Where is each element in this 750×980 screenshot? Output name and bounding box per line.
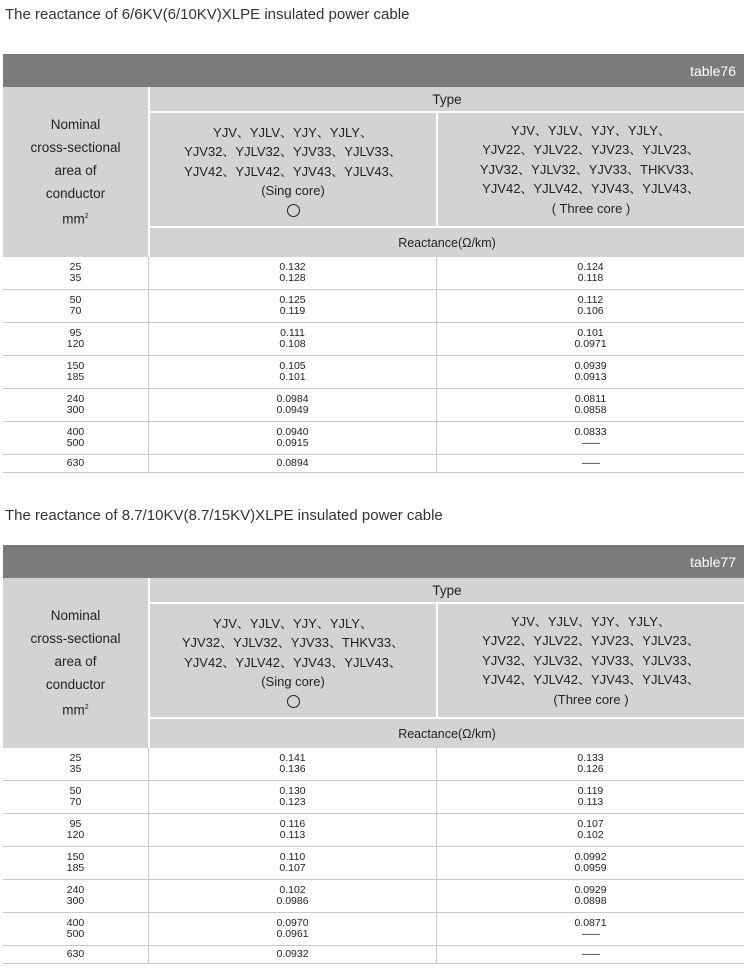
table-row — [3, 257, 744, 290]
single-core-cell — [149, 290, 437, 322]
nominal-line: cross-sectional — [30, 140, 121, 156]
size-cell — [3, 455, 149, 472]
size-value: 150 — [66, 359, 85, 372]
reactance-value: 0.0858 — [574, 404, 607, 416]
single-core-cell — [149, 814, 437, 846]
single-core-cell — [149, 455, 437, 472]
reactance-value: 0.108 — [279, 338, 306, 350]
size-cell — [3, 323, 149, 355]
size-value: 35 — [69, 763, 82, 775]
size-value: 120 — [66, 829, 85, 841]
table-row — [3, 748, 744, 781]
reactance-value: --------- — [581, 438, 600, 448]
reactance-value: 0.0961 — [276, 928, 309, 940]
size-value: 150 — [66, 850, 85, 863]
table-header — [3, 87, 744, 257]
nominal-line: cross-sectional — [30, 631, 121, 647]
reactance-value: 0.133 — [577, 751, 604, 764]
single-core-cell — [149, 356, 437, 388]
three-core-cell — [437, 356, 744, 388]
reactance-value: 0.0984 — [276, 392, 309, 405]
model-line: YJV42、YJLV42、YJV43、YJLV43、 — [482, 181, 700, 197]
reactance-value: --------- — [581, 457, 600, 468]
nominal-line: conductor — [45, 677, 106, 693]
reactance-value: 0.112 — [577, 293, 604, 306]
reactance-value: 0.0833 — [574, 425, 607, 438]
unit-superscript: 2 — [84, 704, 89, 712]
type-header: Type — [432, 582, 462, 598]
model-line: YJV22、YJLV22、YJV23、YJLV23、 — [482, 633, 700, 649]
size-cell — [3, 748, 149, 780]
unit-superscript: 2 — [84, 213, 89, 221]
size-cell — [3, 847, 149, 879]
size-value: 95 — [69, 817, 82, 830]
size-value: 400 — [66, 916, 85, 929]
nominal-line: Nominal — [50, 117, 101, 133]
reactance-value: 0.0992 — [574, 850, 607, 863]
reactance-value: 0.101 — [577, 326, 604, 339]
table-row — [3, 422, 744, 455]
three-core-models — [438, 113, 744, 226]
table-row — [3, 455, 744, 473]
table-row — [3, 389, 744, 422]
three-core-cell — [437, 422, 744, 454]
single-core-cell — [149, 880, 437, 912]
size-value: 240 — [66, 883, 85, 896]
single-core-cell — [149, 781, 437, 813]
size-cell — [3, 389, 149, 421]
reactance-value: 0.119 — [577, 784, 604, 797]
reactance-value: --------- — [581, 929, 600, 939]
reactance-value: 0.0894 — [276, 456, 309, 469]
size-cell — [3, 880, 149, 912]
reactance-value: 0.0871 — [574, 916, 607, 929]
reactance-value: 0.106 — [577, 305, 604, 317]
single-core-cell — [149, 946, 437, 963]
size-cell — [3, 257, 149, 289]
model-line: (Sing core) — [261, 183, 325, 198]
table-body — [3, 257, 744, 473]
reactance-value: 0.0949 — [276, 404, 309, 416]
reactance-value: 0.0939 — [574, 359, 607, 372]
model-line: YJV32、YJLV32、YJV33、THKV33、 — [181, 635, 405, 650]
three-core-cell — [437, 880, 744, 912]
reactance-value: 0.111 — [280, 326, 305, 339]
reactance-value: 0.0986 — [276, 895, 309, 907]
table-row — [3, 356, 744, 389]
size-cell — [3, 913, 149, 945]
three-core-cell — [437, 290, 744, 322]
model-line: YJV32、YJLV32、YJV33、THKV33、 — [479, 161, 703, 177]
table76-caption: The reactance of 6/6KV(6/10KV)XLPE insulated power cable — [5, 6, 410, 23]
size-value: 500 — [66, 928, 85, 940]
model-line: YJV、YJLV、YJY、YJLY、 — [511, 122, 671, 138]
nominal-line: area of — [54, 163, 97, 179]
size-value: 70 — [69, 796, 82, 808]
size-value: 25 — [69, 260, 82, 273]
nominal-line: Nominal — [50, 608, 101, 624]
model-line: ( Three core ) — [551, 200, 631, 216]
single-core-cell — [149, 422, 437, 454]
size-value: 50 — [69, 293, 82, 306]
size-value: 50 — [69, 784, 82, 797]
reactance-value: 0.132 — [279, 260, 306, 273]
size-value: 185 — [66, 862, 85, 874]
nominal-line: conductor — [45, 186, 106, 202]
reactance-value: 0.126 — [577, 763, 604, 775]
table-row — [3, 814, 744, 847]
model-line: YJV、YJLV、YJY、YJLY、 — [511, 613, 671, 629]
reactance-value: 0.0940 — [276, 425, 309, 438]
size-cell — [3, 814, 149, 846]
reactance-value: 0.113 — [279, 829, 306, 841]
size-value: 630 — [66, 947, 85, 960]
reactance-value: 0.0929 — [574, 883, 607, 896]
size-cell — [3, 356, 149, 388]
model-line: YJV42、YJLV42、YJV43、YJLV43、 — [184, 163, 402, 179]
nominal-line: $mm^2$ — [62, 702, 89, 718]
single-core-cell — [149, 847, 437, 879]
single-core-cell — [149, 389, 437, 421]
table76 — [3, 54, 744, 473]
single-core-cell — [149, 323, 437, 355]
reactance-value: 0.119 — [279, 305, 306, 317]
reactance-value: 0.101 — [279, 371, 306, 383]
size-value: 35 — [69, 272, 82, 284]
size-value: 300 — [66, 895, 85, 907]
table-tag-bar — [3, 54, 744, 87]
reactance-value: 0.0959 — [574, 862, 607, 874]
size-value: 70 — [69, 305, 82, 317]
table-row — [3, 847, 744, 880]
model-line: YJV32、YJLV32、YJV33、YJLV33、 — [184, 144, 402, 159]
table-header — [3, 578, 744, 748]
single-core-models — [150, 113, 436, 226]
size-value: 25 — [69, 751, 82, 764]
reactance-value: 0.118 — [577, 272, 604, 284]
table-row — [3, 946, 744, 964]
three-core-cell — [437, 913, 744, 945]
size-value: 300 — [66, 404, 85, 416]
type-header: Type — [432, 91, 462, 107]
three-core-models — [438, 604, 744, 717]
three-core-cell — [437, 781, 744, 813]
three-core-cell — [437, 455, 744, 472]
table77 — [3, 545, 744, 964]
size-value: 400 — [66, 425, 85, 438]
three-core-cell — [437, 389, 744, 421]
reactance-unit-header: Reactance(Ω/km) — [398, 235, 496, 250]
table-tag: table77 — [690, 553, 736, 570]
reactance-value: 0.124 — [577, 260, 604, 273]
reactance-value: 0.110 — [279, 850, 306, 863]
circle-icon — [287, 695, 300, 708]
size-value: 630 — [66, 456, 85, 469]
reactance-unit-header: Reactance(Ω/km) — [398, 726, 496, 741]
reactance-value: 0.116 — [279, 817, 306, 830]
model-line: YJV32、YJLV32、YJV33、YJLV33、 — [482, 652, 700, 668]
reactance-value: 0.107 — [279, 862, 306, 874]
model-line: (Three core ) — [553, 691, 629, 707]
model-line: YJV、YJLV、YJY、YJLY、 — [213, 615, 373, 631]
reactance-value: --------- — [581, 948, 600, 959]
size-cell — [3, 946, 149, 963]
single-core-cell — [149, 257, 437, 289]
table-row — [3, 913, 744, 946]
size-value: 120 — [66, 338, 85, 350]
three-core-cell — [437, 748, 744, 780]
single-core-cell — [149, 748, 437, 780]
model-line: YJV22、YJLV22、YJV23、YJLV23、 — [482, 142, 700, 158]
model-line: (Sing core) — [261, 674, 325, 689]
three-core-cell — [437, 323, 744, 355]
reactance-value: 0.136 — [279, 763, 306, 775]
circle-icon — [287, 204, 300, 217]
reactance-value: 0.102 — [279, 883, 306, 896]
model-line: YJV、YJLV、YJY、YJLY、 — [213, 124, 373, 140]
table-row — [3, 323, 744, 356]
single-core-models — [150, 604, 436, 717]
reactance-value: 0.123 — [279, 796, 306, 808]
three-core-cell — [437, 257, 744, 289]
model-line: YJV42、YJLV42、YJV43、YJLV43、 — [184, 654, 402, 670]
table-tag-bar — [3, 545, 744, 578]
nominal-line: $mm^2$ — [62, 211, 89, 227]
size-cell — [3, 290, 149, 322]
reactance-value: 0.141 — [279, 751, 306, 764]
reactance-value: 0.130 — [279, 784, 306, 797]
three-core-cell — [437, 814, 744, 846]
size-value: 240 — [66, 392, 85, 405]
reactance-value: 0.125 — [279, 293, 306, 306]
table-body — [3, 748, 744, 964]
model-line: YJV42、YJLV42、YJV43、YJLV43、 — [482, 672, 700, 688]
nominal-area-header — [3, 578, 148, 748]
reactance-value: 0.105 — [279, 359, 306, 372]
reactance-value: 0.0913 — [574, 371, 607, 383]
table77-caption: The reactance of 8.7/10KV(8.7/15KV)XLPE insulated power cable — [5, 507, 443, 524]
reactance-value: 0.0898 — [574, 895, 607, 907]
reactance-value: 0.102 — [577, 829, 604, 841]
single-core-cell — [149, 913, 437, 945]
table-row — [3, 781, 744, 814]
reactance-value: 0.0970 — [276, 916, 309, 929]
size-cell — [3, 422, 149, 454]
table-row — [3, 290, 744, 323]
reactance-value: 0.0932 — [276, 947, 309, 960]
reactance-value: 0.0971 — [574, 338, 607, 350]
size-value: 95 — [69, 326, 82, 339]
reactance-value: 0.128 — [279, 272, 306, 284]
three-core-cell — [437, 847, 744, 879]
size-value: 185 — [66, 371, 85, 383]
nominal-area-header — [3, 87, 148, 257]
size-cell — [3, 781, 149, 813]
three-core-cell — [437, 946, 744, 963]
table-tag: table76 — [690, 62, 736, 79]
reactance-value: 0.107 — [577, 817, 604, 830]
table-row — [3, 880, 744, 913]
reactance-value: 0.0811 — [574, 392, 607, 405]
size-value: 500 — [66, 437, 85, 449]
reactance-value: 0.113 — [577, 796, 604, 808]
reactance-value: 0.0915 — [276, 437, 309, 449]
nominal-line: area of — [54, 654, 97, 670]
